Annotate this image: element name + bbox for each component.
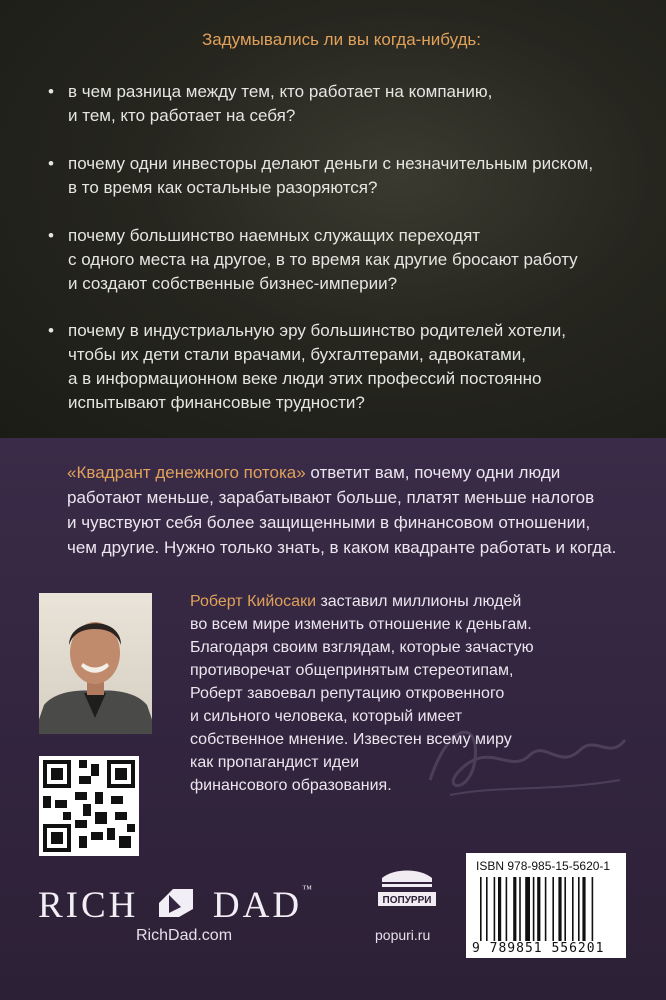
- barcode-stripe: [513, 877, 516, 941]
- question-line: с одного места на другое, в то время как другие бросают работу: [68, 250, 578, 269]
- author-bio: [190, 590, 534, 797]
- barcode-stripe: [564, 877, 566, 941]
- bullet-icon: •: [48, 154, 54, 173]
- bullet-icon: •: [48, 82, 54, 101]
- barcode-stripe: [572, 877, 574, 941]
- book-title: «Квадрант денежного потока»: [67, 463, 306, 482]
- question-line: и тем, кто работает на себя?: [68, 106, 296, 125]
- barcode-stripe: [486, 877, 488, 941]
- questions-heading: Задумывались ли вы когда-нибудь:: [202, 30, 481, 49]
- logo-text-right: DAD: [212, 885, 303, 926]
- publisher-website: popuri.ru: [375, 927, 431, 943]
- barcode-stripe: [592, 877, 594, 941]
- barcode: [466, 853, 626, 958]
- author-name: Роберт Кийосаки: [190, 593, 316, 610]
- question-line: и создают собственные бизнес-империи?: [68, 274, 398, 293]
- bio-text: заставил миллионы людей: [316, 593, 522, 610]
- barcode-stripe: [552, 877, 554, 941]
- barcode-stripe: [506, 877, 508, 941]
- author-photo: [39, 593, 152, 734]
- brand-website: RichDad.com: [136, 927, 233, 944]
- question-item: [48, 152, 593, 200]
- bullet-icon: •: [48, 321, 54, 340]
- barcode-bars: [480, 877, 614, 941]
- publisher-name: ПОПУРРИ: [382, 895, 432, 906]
- barcode-stripe: [558, 877, 561, 941]
- rich-dad-logo: [38, 884, 312, 927]
- publisher-logo: [376, 866, 438, 910]
- rich-dad-emblem-icon: [155, 885, 197, 921]
- bio-line: как пропагандист идеи: [190, 754, 360, 771]
- barcode-stripe: [498, 877, 501, 941]
- question-line: в чем разница между тем, кто работает на компанию,: [68, 82, 493, 101]
- question-line: почему большинство наемных служащих переходят: [68, 226, 481, 245]
- bio-line: финансового образования.: [190, 777, 392, 794]
- intro-line: работают меньше, зарабатывают больше, платят меньше налогов: [67, 488, 595, 507]
- barcode-stripe: [519, 877, 521, 941]
- intro-paragraph: [67, 460, 627, 560]
- barcode-stripe: [545, 877, 547, 941]
- barcode-stripe: [578, 877, 580, 941]
- barcode-stripe: [582, 877, 585, 941]
- bio-line: во всем мире изменить отношение к деньгам.: [190, 616, 532, 633]
- barcode-stripe: [537, 877, 540, 941]
- intro-line: и чувствуют себя более защищенными в финансовом отношении,: [67, 513, 591, 532]
- barcode-stripe: [480, 877, 482, 941]
- barcode-stripe: [525, 877, 530, 941]
- barcode-stripe: [494, 877, 496, 941]
- question-item: [48, 319, 566, 415]
- bio-line: и сильного человека, который имеет: [190, 708, 463, 725]
- question-line: почему одни инвесторы делают деньги с незначительным риском,: [68, 154, 594, 173]
- bio-line: собственное мнение. Известен всему миру: [190, 731, 512, 748]
- intro-text: ответит вам, почему одни люди: [305, 463, 561, 482]
- logo-text-left: RICH: [38, 885, 139, 926]
- question-line: а в информационном веке люди этих профессий постоянно: [68, 369, 542, 388]
- barcode-stripe: [533, 877, 535, 941]
- question-item: [48, 80, 492, 128]
- barcode-digits: 9 789851 556201: [472, 941, 605, 956]
- question-line: чтобы их дети стали врачами, бухгалтерами, адвокатами,: [68, 345, 526, 364]
- bio-line: противоречат общепринятым стереотипам,: [190, 662, 514, 679]
- questions-section: [0, 0, 666, 438]
- bio-line: Роберт завоевал репутацию откровенного: [190, 685, 505, 702]
- bio-line: Благодаря своим взглядам, которые зачастую: [190, 639, 534, 656]
- qr-code: [39, 756, 139, 856]
- intro-line: чем другие. Нужно только знать, в каком квадранте работать и когда.: [67, 538, 617, 557]
- question-line: испытывают финансовые трудности?: [68, 393, 365, 412]
- question-line: в то время как остальные разоряются?: [68, 178, 378, 197]
- question-item: [48, 224, 578, 296]
- bullet-icon: •: [48, 226, 54, 245]
- isbn-number: ISBN 978-985-15-5620-1: [476, 859, 611, 873]
- question-line: почему в индустриальную эру большинство родителей хотели,: [68, 321, 567, 340]
- trademark-symbol: ™: [302, 884, 312, 895]
